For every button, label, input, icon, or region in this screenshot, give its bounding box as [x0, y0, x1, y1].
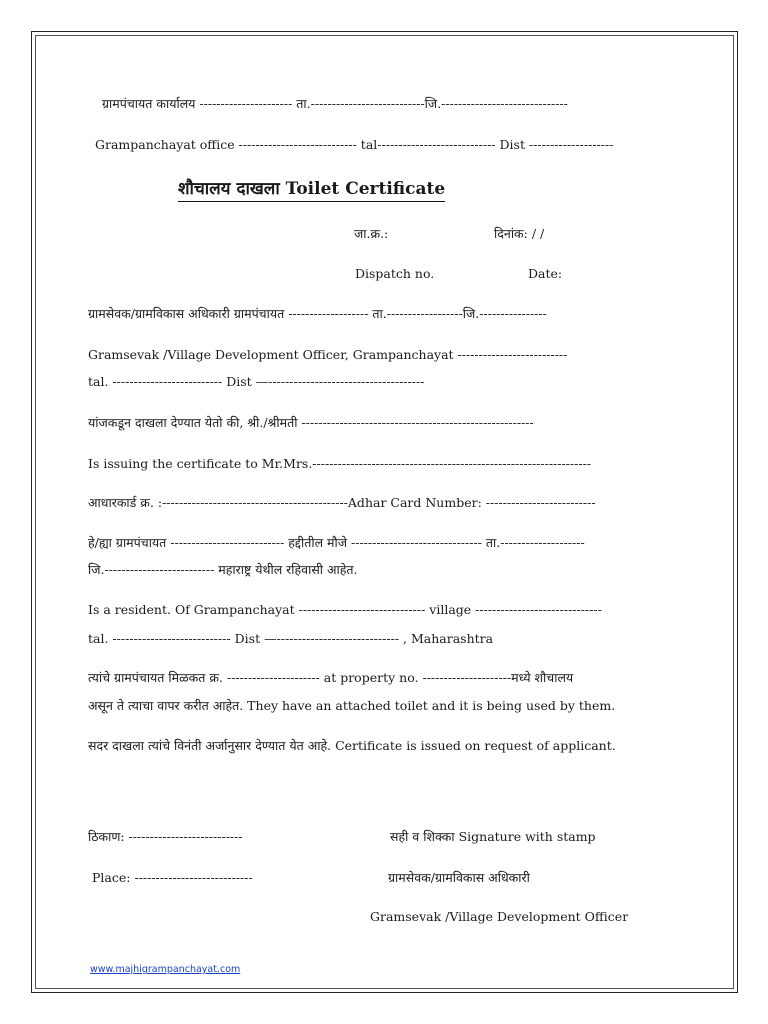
officer-tal-dist: tal. -------------------------- Dist —-------------------------------------	[88, 374, 425, 389]
date-english: Date:	[528, 266, 563, 281]
officer-line-english: Gramsevak /Village Development Officer, Grampanchayat --------------------------	[88, 347, 568, 362]
aadhar-line: आधारकार्ड क्र. :--------------------------------------------Adhar Card Number: --------------------------	[88, 495, 596, 510]
document-title: शौचालय दाखला Toilet Certificate	[178, 176, 445, 202]
place-marathi: ठिकाण: ---------------------------	[88, 829, 243, 844]
request-line: सदर दाखला त्यांचे विनंती अर्जानुसार देण्यात येत आहे. Certificate is issued on request of applicant.	[88, 738, 616, 753]
officer-line-marathi: ग्रामसेवक/ग्रामविकास अधिकारी ग्रामपंचायत ------------------- ता.------------------जि.----------------	[88, 306, 547, 321]
office-line-english: Grampanchayat office ---------------------------- tal---------------------------- Dist --------------------	[95, 137, 614, 152]
property-line: त्यांचे ग्रामपंचायत मिळकत क्र. ---------------------- at property no. ---------------------मध्ये शौचालय	[88, 670, 574, 685]
issued-to-marathi: यांजकडून दाखला देण्यात येतो की, श्री./श्रीमती -------------------------------------------------------	[88, 415, 534, 430]
toilet-usage-line: असून ते त्याचा वापर करीत आहेत. They have an attached toilet and it is being used by them.	[88, 698, 616, 713]
officer-title-english: Gramsevak /Village Development Officer	[370, 909, 629, 924]
date-marathi: दिनांक: / /	[494, 226, 545, 241]
officer-title-marathi: ग्रामसेवक/ग्रामविकास अधिकारी	[388, 870, 530, 885]
website-link[interactable]: www.majhigrampanchayat.com	[90, 964, 241, 975]
resident-line-english: Is a resident. Of Grampanchayat ------------------------------ village ------------------------------	[88, 602, 602, 617]
resident-line-marathi: हे/ह्या ग्रामपंचायत --------------------------- हद्दीतील मौजे ------------------------------- ता.--------------------	[88, 535, 585, 550]
resident-line-english-2: tal. ---------------------------- Dist —----------------------------- , Maharashtra	[88, 631, 494, 646]
resident-line-marathi-2: जि.-------------------------- महाराष्ट्र येथील रहिवासी आहेत.	[88, 562, 358, 577]
signature-label: सही व शिक्का Signature with stamp	[390, 829, 596, 844]
dispatch-no-marathi: जा.क्र.:	[354, 226, 389, 241]
place-english: Place: ----------------------------	[92, 870, 253, 885]
issued-to-english: Is issuing the certificate to Mr.Mrs.------------------------------------------------------------------	[88, 456, 592, 471]
office-line-marathi: ग्रामपंचायत कार्यालय ---------------------- ता.---------------------------जि.------------------------------	[102, 96, 568, 111]
dispatch-no-english: Dispatch no.	[355, 266, 435, 281]
